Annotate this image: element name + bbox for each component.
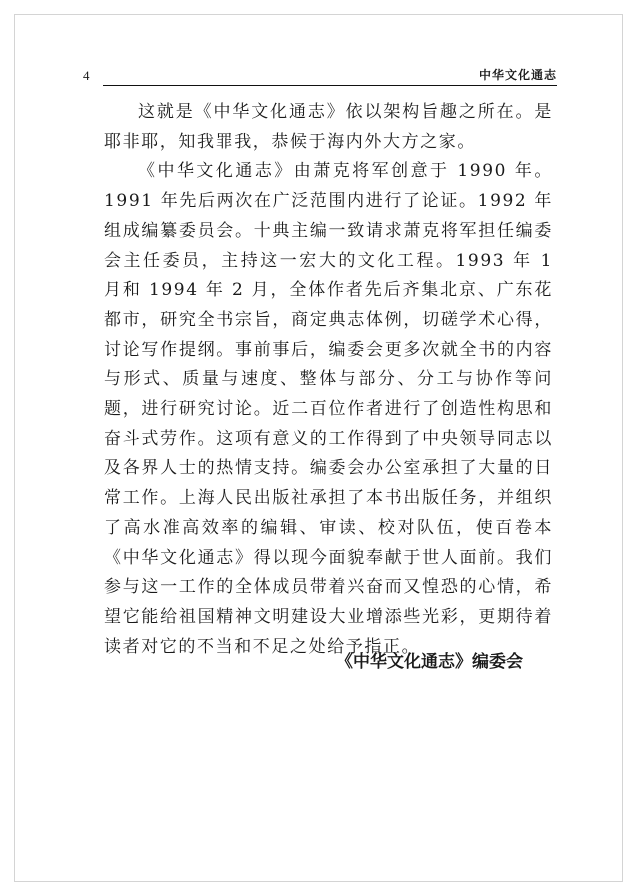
page-number: 4 — [83, 68, 90, 83]
paragraph-2: 《中华文化通志》由萧克将军创意于 1990 年。1991 年先后两次在广泛范围内进行了论证。1992 年组成编纂委员会。十典主编一致请求萧克将军担任编委会主任委员，主持这一宏大的文化工程。1993 年 1 月和 1994 年 2 月，全体作者先后齐集北京、广东花都市，研究全书宗旨，商定典志体例，切磋学术心得，讨论写作提纲。事前事后，编委会更多次就全书的内容与形式、质量与速度、整体与部分、分工与协作等问题，进行研究讨论。近二百位作者进行了创造性构思和奋斗式劳作。这项有意义的工作得到了中央领导同志以及各界人士的热情支持。编委会办公室承担了大量的日常工作。上海人民出版社承担了本书出版任务，并组织了高水准高效率的编辑、审读、校对队伍，使百卷本《中华文化通志》得以现今面貌奉献于世人面前。我们参与这一工作的全体成员带着兴奋而又惶恐的心情，希望它能给祖国精神文明建设大业增添些光彩，更期待着读者对它的不当和不足之处给予指正。 — [104, 161, 553, 657]
signature: 《中华文化通志》编委会 — [336, 652, 523, 672]
body-text — [104, 98, 553, 662]
page-header — [83, 66, 557, 86]
paragraph-1: 这就是《中华文化通志》依以架构旨趣之所在。是耶非耶，知我罪我，恭候于海内外大方之家。 — [104, 102, 553, 152]
running-title: 中华文化通志 — [478, 68, 557, 82]
header-rule — [103, 85, 557, 86]
